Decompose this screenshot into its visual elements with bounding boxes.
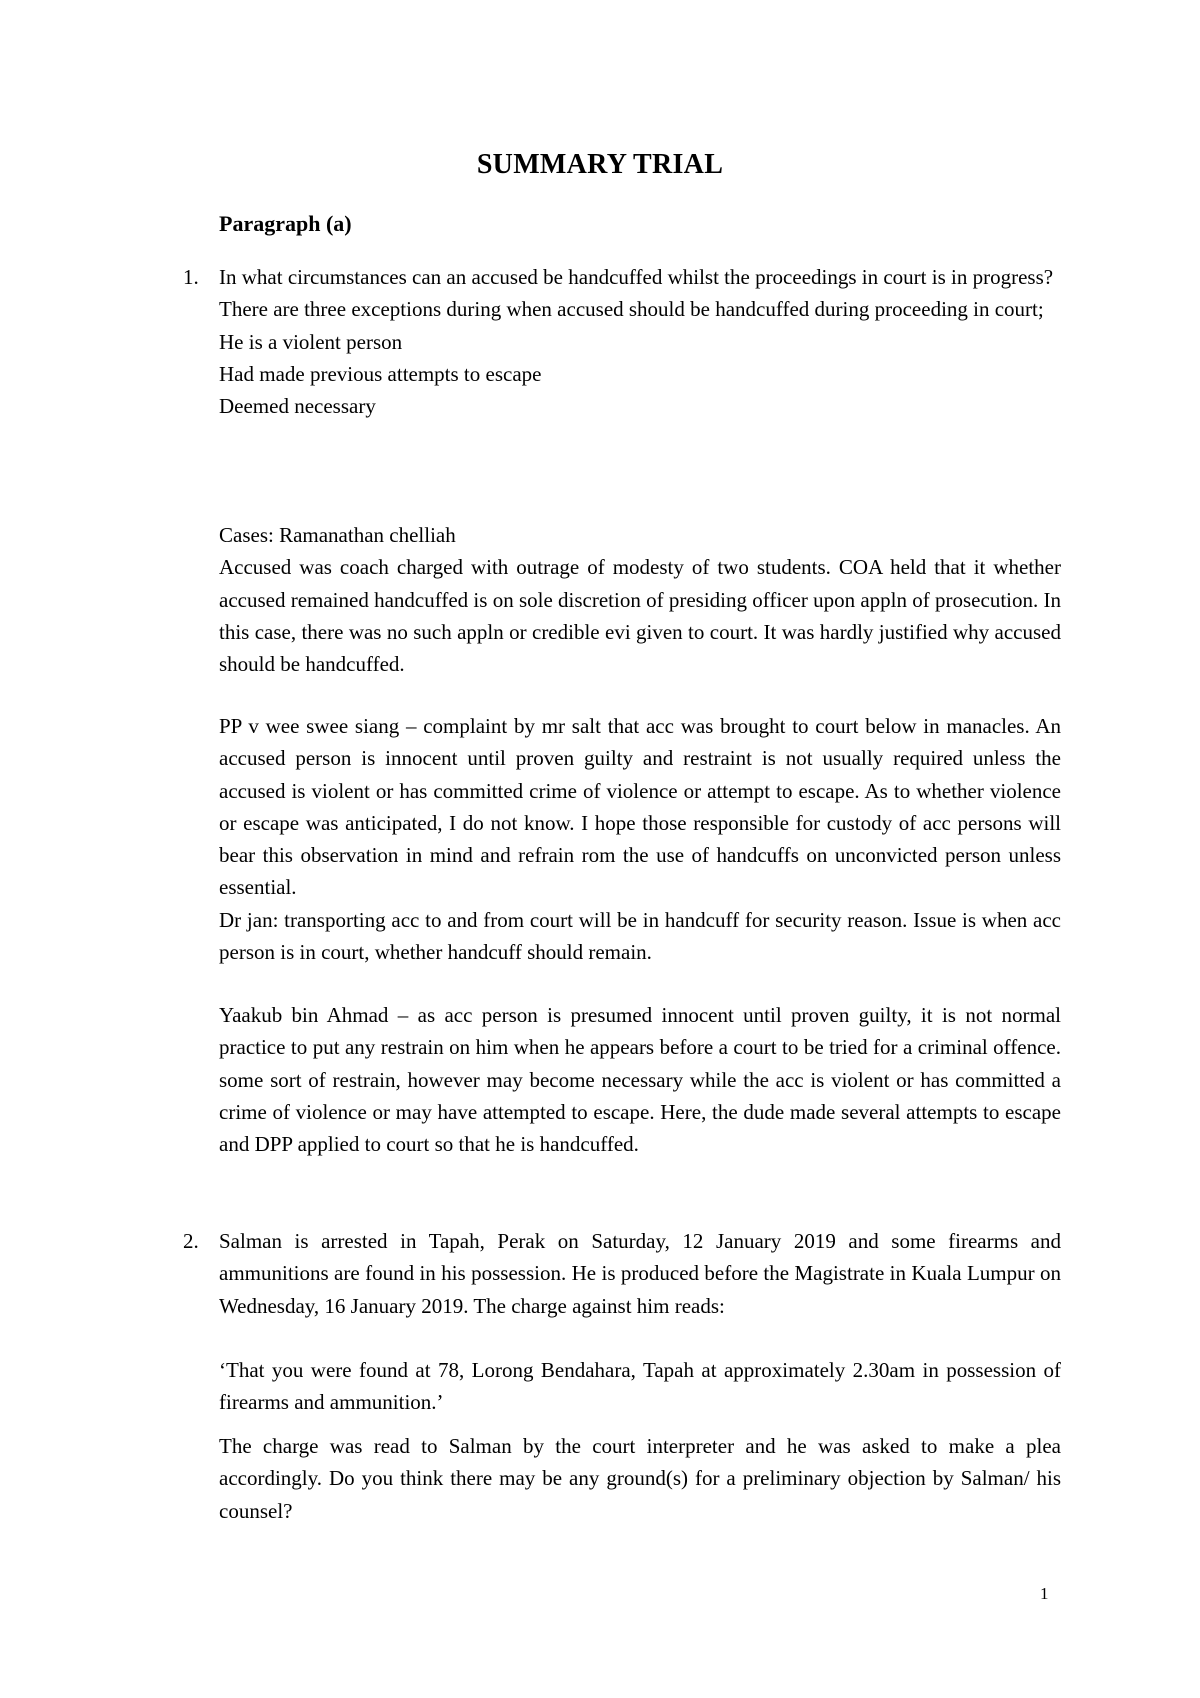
case-ramanathan-body: Accused was coach charged with outrage of modesty of two students. COA held that it whether accused remained handcuffed is on sole discretion of presiding officer upon appln of prosecution. In this case, there was no such appln or credible evi given to court. It was hardly justified why accused should be handcuffed.: [219, 555, 1061, 677]
question-2-question-block: [219, 1430, 1061, 1527]
section-heading: Paragraph (a): [219, 211, 352, 236]
question-1-text: In what circumstances can an accused be handcuffed whilst the proceedings in court is in progress?: [219, 265, 1054, 289]
case-ramanathan-block: [219, 519, 1061, 680]
dr-jan-note: Dr jan: transporting acc to and from court will be in handcuff for security reason. Issue is when acc person is in court, whether handcuff should remain.: [219, 907, 1061, 965]
page-number: 1: [1040, 1584, 1049, 1603]
case-wee-swee-siang-block: [219, 710, 1061, 968]
case-yaakub-body: Yaakub bin Ahmad – as acc person is presumed innocent until proven guilty, it is not normal practice to put any restrain on him when he appears before a court to be tried for a criminal offence. some sort of restrain, however may become necessary while the acc is violent or has committed a crime of violence or may have attempted to escape. Here, the dude made several attempts to escape and DPP applied to court so that he is handcuffed.: [219, 1003, 1061, 1157]
exception-item: He is a violent person: [219, 329, 403, 354]
exception-item: Deemed necessary: [219, 394, 376, 419]
question-1-answer-intro: There are three exceptions during when accused should be handcuffed during proceeding in court;: [219, 297, 1044, 322]
case-yaakub-block: [219, 999, 1061, 1160]
question-2-number: 2.: [183, 1229, 199, 1253]
question-2-facts: Salman is arrested in Tapah, Perak on Saturday, 12 January 2019 and some firearms and ammunitions are found in his possession. He is produced before the Magistrate in Kuala Lumpur on Wednesday, 16 January 2019. The charge against him reads:: [219, 1229, 1061, 1318]
question-1-number: 1.: [183, 265, 199, 289]
exception-item: Had made previous attempts to escape: [219, 361, 542, 386]
question-2-facts-block: [219, 1225, 1061, 1322]
document-title: SUMMARY TRIAL: [476, 149, 724, 180]
case-ramanathan-title: Cases: Ramanathan chelliah: [219, 523, 456, 547]
case-wee-swee-siang-body: PP v wee swee siang – complaint by mr salt that acc was brought to court below in manacles. An accused person is innocent until proven guilty and restraint is not usually required unless the accused is violent or has committed crime of violence or attempt to escape. As to whether violence or escape was anticipated, I do not know. I hope those responsible for custody of acc persons will bear this observation in mind and refrain rom the use of handcuffs on unconvicted person unless essential.: [219, 714, 1061, 900]
question-1-block: [219, 261, 1061, 422]
question-2-charge-block: [219, 1354, 1061, 1419]
question-2-charge: ‘That you were found at 78, Lorong Bendahara, Tapah at approximately 2.30am in possession of firearms and ammunition.’: [219, 1358, 1061, 1415]
question-2-question: The charge was read to Salman by the court interpreter and he was asked to make a plea accordingly. Do you think there may be any ground(s) for a preliminary objection by Salman/ his counsel?: [219, 1434, 1061, 1523]
